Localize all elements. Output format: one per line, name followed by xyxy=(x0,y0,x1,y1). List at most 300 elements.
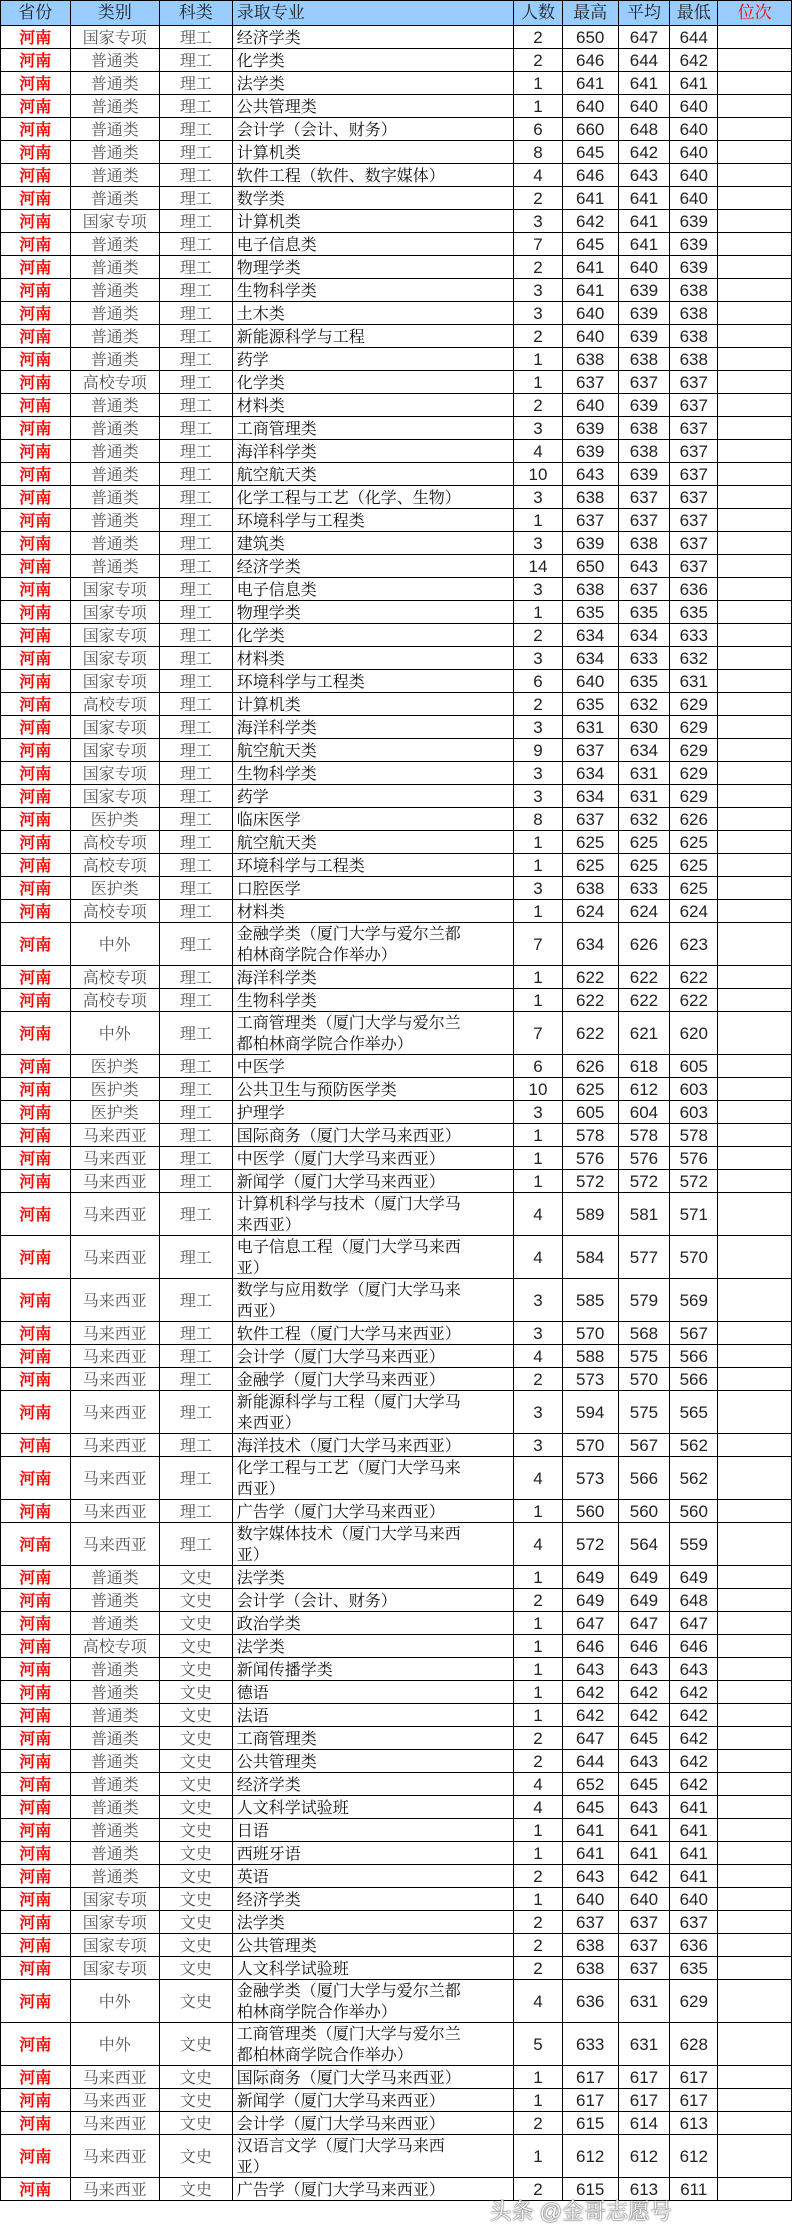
cell-province: 河南 xyxy=(1,647,71,670)
major-name: 国际商务（厦门大学马来西亚） xyxy=(236,2067,461,2087)
cell-rank xyxy=(718,1566,792,1589)
cell-max: 640 xyxy=(562,394,618,417)
cell-major xyxy=(232,854,514,877)
cell-count: 1 xyxy=(514,1842,562,1865)
cell-min: 638 xyxy=(670,348,718,371)
table-body xyxy=(1,26,792,2201)
cell-max: 652 xyxy=(562,1773,618,1796)
cell-count: 2 xyxy=(514,394,562,417)
cell-min: 559 xyxy=(670,1523,718,1566)
cell-province: 河南 xyxy=(1,1170,71,1193)
cell-category: 马来西亚 xyxy=(70,1523,159,1566)
cell-max: 594 xyxy=(562,1391,618,1434)
cell-rank xyxy=(718,1193,792,1236)
cell-max: 622 xyxy=(562,989,618,1012)
cell-major xyxy=(232,210,514,233)
cell-province: 河南 xyxy=(1,2023,71,2066)
table-row xyxy=(1,1980,792,2023)
cell-max: 634 xyxy=(562,923,618,966)
header-subject: 科类 xyxy=(159,1,232,26)
cell-category: 马来西亚 xyxy=(70,1170,159,1193)
cell-rank xyxy=(718,739,792,762)
cell-major xyxy=(232,1566,514,1589)
cell-avg: 642 xyxy=(618,1681,669,1704)
cell-province: 河南 xyxy=(1,555,71,578)
cell-max: 640 xyxy=(562,1888,618,1911)
major-name: 生物科学类 xyxy=(236,763,317,783)
cell-max: 641 xyxy=(562,1842,618,1865)
cell-major xyxy=(232,509,514,532)
cell-province: 河南 xyxy=(1,1796,71,1819)
table-row xyxy=(1,923,792,966)
cell-avg: 643 xyxy=(618,1796,669,1819)
cell-avg: 564 xyxy=(618,1523,669,1566)
cell-subject: 文史 xyxy=(159,1704,232,1727)
cell-max: 638 xyxy=(562,1957,618,1980)
cell-avg: 621 xyxy=(618,1012,669,1055)
cell-min: 617 xyxy=(670,2066,718,2089)
cell-rank xyxy=(718,2135,792,2178)
cell-major xyxy=(232,785,514,808)
cell-major xyxy=(232,187,514,210)
cell-subject: 文史 xyxy=(159,1796,232,1819)
table-row xyxy=(1,118,792,141)
cell-province: 河南 xyxy=(1,26,71,49)
cell-count: 7 xyxy=(514,923,562,966)
table-row xyxy=(1,1957,792,1980)
cell-count: 1 xyxy=(514,601,562,624)
major-name: 新闻学（厦门大学马来西亚） xyxy=(236,2090,445,2110)
table-row xyxy=(1,95,792,118)
cell-province: 河南 xyxy=(1,693,71,716)
cell-major xyxy=(232,739,514,762)
cell-count: 3 xyxy=(514,1434,562,1457)
cell-subject: 文史 xyxy=(159,2023,232,2066)
cell-rank xyxy=(718,1345,792,1368)
cell-min: 637 xyxy=(670,532,718,555)
cell-count: 1 xyxy=(514,1500,562,1523)
cell-subject: 理工 xyxy=(159,371,232,394)
major-name: 物理学类 xyxy=(236,602,301,622)
cell-avg: 637 xyxy=(618,371,669,394)
cell-subject: 理工 xyxy=(159,785,232,808)
cell-category: 普通类 xyxy=(70,1750,159,1773)
cell-count: 2 xyxy=(514,187,562,210)
cell-major xyxy=(232,1236,514,1279)
major-name: 材料类 xyxy=(236,648,285,668)
cell-count: 1 xyxy=(514,854,562,877)
major-name: 材料类 xyxy=(236,395,285,415)
major-name: 广告学（厦门大学马来西亚） xyxy=(236,2179,445,2199)
table-row xyxy=(1,989,792,1012)
cell-rank xyxy=(718,647,792,670)
cell-min: 569 xyxy=(670,1279,718,1322)
cell-rank xyxy=(718,1279,792,1322)
cell-max: 646 xyxy=(562,49,618,72)
cell-max: 642 xyxy=(562,210,618,233)
cell-category: 高校专项 xyxy=(70,693,159,716)
cell-avg: 604 xyxy=(618,1101,669,1124)
cell-province: 河南 xyxy=(1,578,71,601)
cell-count: 2 xyxy=(514,1589,562,1612)
cell-major xyxy=(232,1391,514,1434)
cell-min: 603 xyxy=(670,1078,718,1101)
cell-category: 国家专项 xyxy=(70,210,159,233)
cell-avg: 638 xyxy=(618,417,669,440)
cell-province: 河南 xyxy=(1,118,71,141)
cell-rank xyxy=(718,1500,792,1523)
cell-min: 643 xyxy=(670,1658,718,1681)
major-name: 环境科学与工程类 xyxy=(236,671,365,691)
cell-subject: 理工 xyxy=(159,187,232,210)
cell-min: 649 xyxy=(670,1566,718,1589)
cell-subject: 理工 xyxy=(159,486,232,509)
major-name: 航空航天类 xyxy=(236,464,317,484)
table-row xyxy=(1,233,792,256)
cell-province: 河南 xyxy=(1,1391,71,1434)
cell-province: 河南 xyxy=(1,1457,71,1500)
cell-count: 2 xyxy=(514,1727,562,1750)
table-row xyxy=(1,1658,792,1681)
cell-category: 国家专项 xyxy=(70,670,159,693)
cell-max: 639 xyxy=(562,440,618,463)
cell-max: 589 xyxy=(562,1193,618,1236)
cell-category: 医护类 xyxy=(70,1101,159,1124)
cell-province: 河南 xyxy=(1,164,71,187)
cell-rank xyxy=(718,1934,792,1957)
major-name: 法学类 xyxy=(236,1636,285,1656)
cell-count: 1 xyxy=(514,95,562,118)
table-row xyxy=(1,509,792,532)
cell-avg: 618 xyxy=(618,1055,669,1078)
cell-rank xyxy=(718,164,792,187)
cell-count: 9 xyxy=(514,739,562,762)
cell-max: 643 xyxy=(562,1865,618,1888)
cell-avg: 641 xyxy=(618,1842,669,1865)
cell-max: 646 xyxy=(562,1635,618,1658)
cell-min: 613 xyxy=(670,2112,718,2135)
cell-province: 河南 xyxy=(1,1888,71,1911)
cell-province: 河南 xyxy=(1,900,71,923)
cell-rank xyxy=(718,394,792,417)
cell-max: 578 xyxy=(562,1124,618,1147)
cell-province: 河南 xyxy=(1,2066,71,2089)
cell-count: 2 xyxy=(514,49,562,72)
cell-avg: 641 xyxy=(618,233,669,256)
cell-min: 642 xyxy=(670,1704,718,1727)
cell-major xyxy=(232,394,514,417)
cell-province: 河南 xyxy=(1,2112,71,2135)
cell-category: 马来西亚 xyxy=(70,1368,159,1391)
cell-province: 河南 xyxy=(1,1819,71,1842)
cell-min: 611 xyxy=(670,2178,718,2201)
cell-avg: 625 xyxy=(618,854,669,877)
cell-avg: 637 xyxy=(618,1934,669,1957)
cell-avg: 641 xyxy=(618,1819,669,1842)
cell-count: 1 xyxy=(514,1681,562,1704)
cell-max: 640 xyxy=(562,325,618,348)
table-row xyxy=(1,624,792,647)
table-row xyxy=(1,417,792,440)
cell-major xyxy=(232,2112,514,2135)
cell-min: 636 xyxy=(670,1934,718,1957)
cell-major xyxy=(232,1434,514,1457)
cell-subject: 理工 xyxy=(159,1279,232,1322)
cell-category: 普通类 xyxy=(70,256,159,279)
table-row xyxy=(1,2023,792,2066)
table-row xyxy=(1,302,792,325)
cell-min: 636 xyxy=(670,578,718,601)
major-name: 化学类 xyxy=(236,625,285,645)
cell-avg: 640 xyxy=(618,1888,669,1911)
cell-rank xyxy=(718,900,792,923)
cell-subject: 文史 xyxy=(159,1888,232,1911)
cell-province: 河南 xyxy=(1,1434,71,1457)
cell-min: 637 xyxy=(670,486,718,509)
major-name: 海洋科学类 xyxy=(236,967,317,987)
cell-rank xyxy=(718,854,792,877)
cell-min: 638 xyxy=(670,325,718,348)
cell-rank xyxy=(718,2178,792,2201)
major-name: 会计学（厦门大学马来西亚） xyxy=(236,2113,445,2133)
cell-subject: 理工 xyxy=(159,670,232,693)
cell-major xyxy=(232,49,514,72)
cell-rank xyxy=(718,1888,792,1911)
cell-avg: 642 xyxy=(618,1704,669,1727)
table-row xyxy=(1,1434,792,1457)
cell-count: 4 xyxy=(514,1236,562,1279)
cell-subject: 理工 xyxy=(159,1147,232,1170)
table-row xyxy=(1,1055,792,1078)
cell-min: 637 xyxy=(670,417,718,440)
cell-major xyxy=(232,72,514,95)
cell-province: 河南 xyxy=(1,739,71,762)
cell-avg: 567 xyxy=(618,1434,669,1457)
cell-category: 普通类 xyxy=(70,187,159,210)
cell-province: 河南 xyxy=(1,601,71,624)
cell-min: 572 xyxy=(670,1170,718,1193)
cell-province: 河南 xyxy=(1,210,71,233)
cell-avg: 575 xyxy=(618,1345,669,1368)
cell-province: 河南 xyxy=(1,95,71,118)
table-row xyxy=(1,1236,792,1279)
cell-category: 国家专项 xyxy=(70,1957,159,1980)
cell-subject: 理工 xyxy=(159,716,232,739)
cell-avg: 622 xyxy=(618,966,669,989)
cell-province: 河南 xyxy=(1,417,71,440)
cell-avg: 644 xyxy=(618,49,669,72)
cell-subject: 文史 xyxy=(159,1566,232,1589)
major-name: 生物科学类 xyxy=(236,990,317,1010)
cell-count: 1 xyxy=(514,1124,562,1147)
cell-max: 617 xyxy=(562,2089,618,2112)
cell-major xyxy=(232,1193,514,1236)
major-name: 计算机类 xyxy=(236,694,301,714)
cell-rank xyxy=(718,1773,792,1796)
cell-category: 普通类 xyxy=(70,118,159,141)
cell-category: 马来西亚 xyxy=(70,1322,159,1345)
cell-major xyxy=(232,1055,514,1078)
cell-min: 566 xyxy=(670,1345,718,1368)
cell-max: 646 xyxy=(562,164,618,187)
cell-min: 625 xyxy=(670,831,718,854)
cell-min: 635 xyxy=(670,1957,718,1980)
cell-max: 615 xyxy=(562,2112,618,2135)
cell-min: 637 xyxy=(670,555,718,578)
major-name: 新能源科学与工程（厦门大学马来西亚） xyxy=(236,1392,461,1432)
cell-rank xyxy=(718,2066,792,2089)
cell-min: 565 xyxy=(670,1391,718,1434)
cell-rank xyxy=(718,1101,792,1124)
major-name: 化学工程与工艺（厦门大学马来西亚） xyxy=(236,1458,461,1498)
cell-subject: 理工 xyxy=(159,164,232,187)
major-name: 计算机类 xyxy=(236,211,301,231)
cell-province: 河南 xyxy=(1,1078,71,1101)
cell-province: 河南 xyxy=(1,1012,71,1055)
cell-major xyxy=(232,2135,514,2178)
cell-max: 617 xyxy=(562,2066,618,2089)
cell-max: 605 xyxy=(562,1101,618,1124)
cell-major xyxy=(232,670,514,693)
cell-count: 3 xyxy=(514,1101,562,1124)
cell-major xyxy=(232,1345,514,1368)
cell-count: 1 xyxy=(514,1147,562,1170)
cell-major xyxy=(232,2089,514,2112)
major-name: 计算机科学与技术（厦门大学马来西亚） xyxy=(236,1194,461,1234)
cell-subject: 理工 xyxy=(159,1124,232,1147)
cell-major xyxy=(232,624,514,647)
cell-avg: 626 xyxy=(618,923,669,966)
cell-category: 国家专项 xyxy=(70,716,159,739)
cell-province: 河南 xyxy=(1,1147,71,1170)
cell-count: 4 xyxy=(514,1523,562,1566)
cell-province: 河南 xyxy=(1,785,71,808)
cell-max: 640 xyxy=(562,302,618,325)
cell-max: 634 xyxy=(562,647,618,670)
cell-subject: 理工 xyxy=(159,578,232,601)
cell-subject: 文史 xyxy=(159,1681,232,1704)
major-name: 材料类 xyxy=(236,901,285,921)
cell-rank xyxy=(718,233,792,256)
cell-max: 637 xyxy=(562,1911,618,1934)
cell-count: 7 xyxy=(514,1012,562,1055)
cell-avg: 632 xyxy=(618,808,669,831)
cell-major xyxy=(232,1980,514,2023)
cell-rank xyxy=(718,2112,792,2135)
cell-rank xyxy=(718,440,792,463)
cell-category: 普通类 xyxy=(70,302,159,325)
cell-avg: 635 xyxy=(618,670,669,693)
cell-count: 2 xyxy=(514,325,562,348)
cell-province: 河南 xyxy=(1,1589,71,1612)
cell-min: 637 xyxy=(670,463,718,486)
cell-subject: 理工 xyxy=(159,95,232,118)
cell-subject: 理工 xyxy=(159,1391,232,1434)
cell-subject: 理工 xyxy=(159,966,232,989)
cell-min: 637 xyxy=(670,394,718,417)
cell-major xyxy=(232,1957,514,1980)
cell-subject: 理工 xyxy=(159,463,232,486)
major-name: 数字媒体技术（厦门大学马来西亚） xyxy=(236,1524,461,1564)
cell-province: 河南 xyxy=(1,532,71,555)
cell-count: 1 xyxy=(514,348,562,371)
cell-count: 3 xyxy=(514,1322,562,1345)
table-row xyxy=(1,1842,792,1865)
cell-province: 河南 xyxy=(1,1236,71,1279)
cell-province: 河南 xyxy=(1,509,71,532)
cell-province: 河南 xyxy=(1,989,71,1012)
cell-min: 641 xyxy=(670,1865,718,1888)
cell-min: 637 xyxy=(670,440,718,463)
cell-count: 5 xyxy=(514,2023,562,2066)
cell-rank xyxy=(718,1980,792,2023)
cell-category: 普通类 xyxy=(70,463,159,486)
cell-province: 河南 xyxy=(1,1934,71,1957)
cell-major xyxy=(232,1934,514,1957)
cell-category: 普通类 xyxy=(70,1704,159,1727)
cell-avg: 560 xyxy=(618,1500,669,1523)
cell-category: 高校专项 xyxy=(70,966,159,989)
table-row xyxy=(1,1612,792,1635)
cell-subject: 理工 xyxy=(159,210,232,233)
cell-avg: 581 xyxy=(618,1193,669,1236)
table-row xyxy=(1,2089,792,2112)
cell-count: 10 xyxy=(514,1078,562,1101)
cell-min: 633 xyxy=(670,624,718,647)
cell-rank xyxy=(718,1750,792,1773)
header-category: 类别 xyxy=(70,1,159,26)
cell-province: 河南 xyxy=(1,348,71,371)
cell-province: 河南 xyxy=(1,1101,71,1124)
cell-subject: 理工 xyxy=(159,601,232,624)
table-row xyxy=(1,1279,792,1322)
cell-category: 马来西亚 xyxy=(70,2066,159,2089)
cell-rank xyxy=(718,1322,792,1345)
cell-count: 6 xyxy=(514,118,562,141)
major-name: 英语 xyxy=(236,1866,269,1886)
major-name: 新能源科学与工程 xyxy=(236,326,365,346)
cell-province: 河南 xyxy=(1,854,71,877)
table-row xyxy=(1,279,792,302)
cell-count: 2 xyxy=(514,693,562,716)
cell-avg: 648 xyxy=(618,118,669,141)
major-name: 工商管理类（厦门大学与爱尔兰都柏林商学院合作举办） xyxy=(236,2024,461,2064)
cell-major xyxy=(232,302,514,325)
cell-avg: 643 xyxy=(618,1658,669,1681)
cell-avg: 612 xyxy=(618,2135,669,2178)
cell-max: 643 xyxy=(562,1658,618,1681)
cell-subject: 文史 xyxy=(159,2135,232,2178)
major-name: 政治学类 xyxy=(236,1613,301,1633)
cell-max: 622 xyxy=(562,966,618,989)
cell-max: 644 xyxy=(562,1750,618,1773)
table-row xyxy=(1,877,792,900)
major-name: 环境科学与工程类 xyxy=(236,510,365,530)
cell-rank xyxy=(718,532,792,555)
cell-max: 634 xyxy=(562,785,618,808)
cell-avg: 631 xyxy=(618,2023,669,2066)
table-row xyxy=(1,1911,792,1934)
cell-major xyxy=(232,463,514,486)
cell-avg: 637 xyxy=(618,509,669,532)
cell-subject: 理工 xyxy=(159,256,232,279)
cell-max: 560 xyxy=(562,1500,618,1523)
cell-min: 647 xyxy=(670,1612,718,1635)
major-name: 国际商务（厦门大学马来西亚） xyxy=(236,1125,461,1145)
cell-min: 605 xyxy=(670,1055,718,1078)
major-name: 化学类 xyxy=(236,50,285,70)
cell-major xyxy=(232,1279,514,1322)
